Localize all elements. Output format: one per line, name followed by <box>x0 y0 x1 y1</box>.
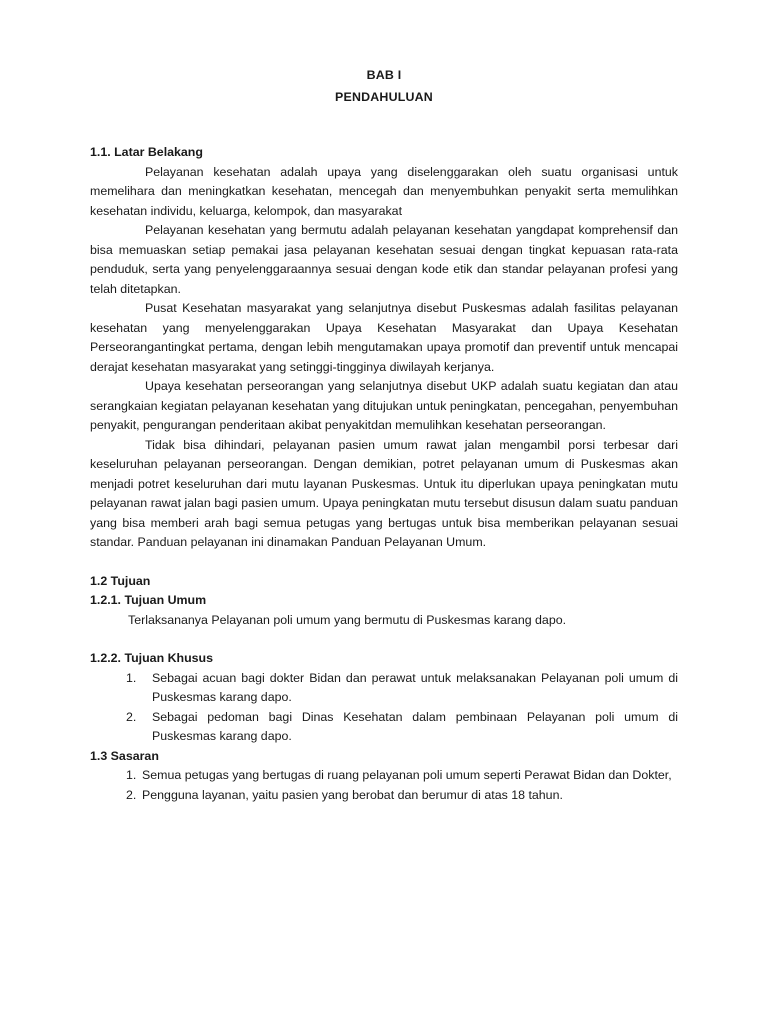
list-number: 2. <box>126 709 137 724</box>
paragraph: Pusat Kesehatan masyarakat yang selanjutnya disebut Puskesmas adalah fasilitas pelayanan kesehatan yang menyelenggarakan Upaya Kesehatan Masyarakat dan Upaya Kesehatan Perseorangantingkat pertama, dengan lebih mengutamakan upaya promotif dan preventif untuk mencapai derajat kesehatan masyarakat yang setinggi-tingginya diwilayah kerjanya. <box>90 301 678 374</box>
list-number: 1. <box>126 670 137 685</box>
paragraph: Pelayanan kesehatan adalah upaya yang diselenggarakan oleh suatu organisasi untuk memelihara dan meningkatkan kesehatan, mencegah dan menyembuhkan penyakit serta memulihkan kesehatan individu, keluarga, kelompok, dan masyarakat <box>90 164 678 218</box>
tujuan-khusus-list <box>90 669 678 747</box>
document-page <box>90 64 678 805</box>
list-item <box>90 669 678 708</box>
subsection-heading: 1.2.1. Tujuan Umum <box>90 593 207 607</box>
section-heading: 1.2 Tujuan <box>90 573 151 588</box>
section-heading: 1.1. Latar Belakang <box>90 145 203 159</box>
section-heading: 1.3 Sasaran <box>90 748 159 763</box>
list-number: 1. <box>126 768 137 782</box>
section-latar-belakang <box>90 143 678 553</box>
list-item <box>90 766 678 786</box>
list-item <box>90 786 678 806</box>
list-text: Sebagai acuan bagi dokter Bidan dan perawat untuk melaksanakan Pelayanan poli umum di Puskesmas karang dapo. <box>152 670 678 704</box>
sasaran-list <box>90 766 678 805</box>
list-number: 2. <box>126 787 137 802</box>
tujuan-umum-text: Terlaksananya Pelayanan poli umum yang bermutu di Puskesmas karang dapo. <box>128 612 567 627</box>
chapter-header <box>90 64 678 108</box>
list-text: Sebagai pedoman bagi Dinas Kesehatan dalam pembinaan Pelayanan poli umum di Puskesmas karang dapo. <box>152 709 678 743</box>
list-text: Pengguna layanan, yaitu pasien yang berobat dan berumur di atas 18 tahun. <box>142 787 563 802</box>
chapter-number: BAB I <box>366 68 402 82</box>
paragraph: Pelayanan kesehatan yang bermutu adalah pelayanan kesehatan yangdapat komprehensif dan bisa memuaskan setiap pemakai jasa pelayanan kesehatan sesuai dengan tingkat kepuasan rata-rata penduduk, serta yang penyelenggaraannya sesuai dengan kode etik dan standar pelayanan profesi yang telah ditetapkan. <box>90 223 678 296</box>
chapter-title: PENDAHULUAN <box>335 90 433 104</box>
subsection-heading: 1.2.2. Tujuan Khusus <box>90 651 214 665</box>
list-text: Semua petugas yang bertugas di ruang pelayanan poli umum seperti Perawat Bidan dan Dokter, <box>142 768 672 782</box>
list-item <box>90 708 678 747</box>
paragraph: Tidak bisa dihindari, pelayanan pasien umum rawat jalan mengambil porsi terbesar dari keseluruhan pelayanan perseorangan. Dengan demikian, potret pelayanan umum di Puskesmas akan menjadi potret keseluruhan dari mutu layanan Puskesmas. Untuk itu diperlukan upaya peningkatan mutu pelayanan rawat jalan bagi pasien umum. Upaya peningkatan mutu tersebut disusun dalam suatu panduan yang bisa memberi arah bagi semua petugas yang bertugas untuk bisa memberikan pelayanan sesuai standar. Panduan pelayanan ini dinamakan Panduan Pelayanan Umum. <box>90 437 678 549</box>
section-sasaran <box>90 747 678 806</box>
section-tujuan <box>90 572 678 747</box>
paragraph: Upaya kesehatan perseorangan yang selanjutnya disebut UKP adalah suatu kegiatan dan atau serangkaian kegiatan pelayanan kesehatan yang ditujukan untuk peningkatan, pencegahan, penyembuhan penyakit, pengurangan penderitaan akibat penyakitdan memulihkan kesehatan perseorangan. <box>90 379 678 432</box>
